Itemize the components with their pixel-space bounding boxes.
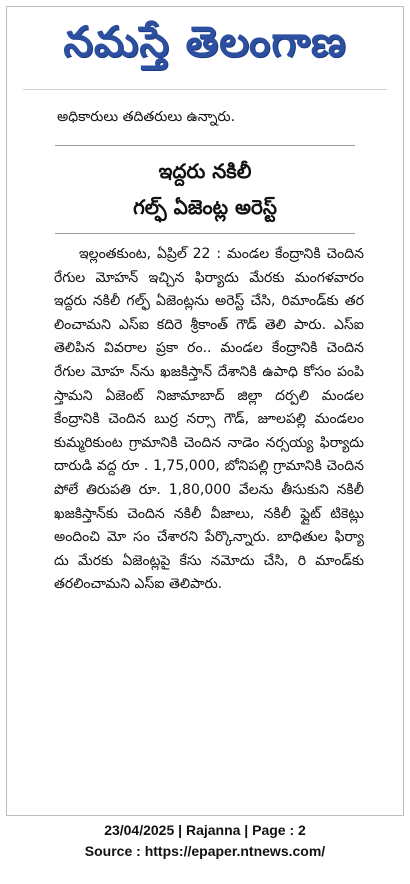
article-paragraph: ఇల్లంతకుంట, ఏప్రిల్ 22 : మండల కేంద్రానికి చెందిన రేగుల మోహన్ ఇచ్చిన ఫిర్యాదు మేరకు మంగళవారం ఇద్దరు నకిలీ గల్ఫ్ ఏజెంట్లను అరెస్ట్ చేసి, రిమాండ్‌కు తర లించామని ఎస్ఐ కదిరె శ్రీకాంత్ గౌడ్ తెలి పారు. ఎస్ఐ తెలిపిన వివరాల ప్రకా రం.. మండల కేంద్రానికి చెందిన రేగుల మోహ న్‌ను ఖజకిస్తాన్ దేశానికి ఉపాధి కోసం పంపి స్తామని ఏజెంట్ నిజామాబాద్ జిల్లా దర్పలి మండల కేంద్రానికి చెందిన బుర్ర నర్సా గౌడ్, జూలపల్లి మండలం కుమ్మరికుంట గ్రామానికి చెందిన నాడెం నర్సయ్య ఫిర్యాదు దారుడి వద్ద రూ . 1,75,000, బోనిపల్లి గ్రామానికి చెందిన పోలే తిరుపతి రూ. 1,80,000 వేలను తీసుకుని నకిలీ ఖజకిస్తాన్‌కు చెందిన నకిలీ వీజాలు, నకిలీ ఫ్లైట్ టికెట్లు అందించి మో సం చేశారని పేర్కొన్నారు. బాధితుల ఫిర్యా దు మేరకు ఏజెంట్లపై కేసు నమోదు చేసి, రి మాండ్‌కు తరలించామని ఎస్ఐ తెలిపారు.: [54, 246, 364, 593]
headline-top-divider: [55, 145, 355, 146]
headline-line-2: గల్ఫ్ ఏజెంట్ల అరెస్ట్: [133, 195, 277, 219]
headline-line-1: ఇద్దరు నకిలీ: [158, 159, 252, 183]
masthead-rule: [23, 89, 387, 90]
newspaper-clipping: [6, 6, 404, 816]
article-body: [54, 243, 364, 597]
previous-article-tail: అధికారులు తదితరులు ఉన్నారు.: [57, 109, 236, 125]
masthead-title: నమస్తే తెలంగాణ: [63, 17, 347, 66]
headline-bottom-divider: [55, 233, 355, 234]
footer-source-link[interactable]: Source : https://epaper.ntnews.com/: [84, 843, 326, 859]
masthead: [7, 7, 403, 87]
footer-date-edition-page: 23/04/2025 | Rajanna | Page : 2: [104, 822, 306, 838]
